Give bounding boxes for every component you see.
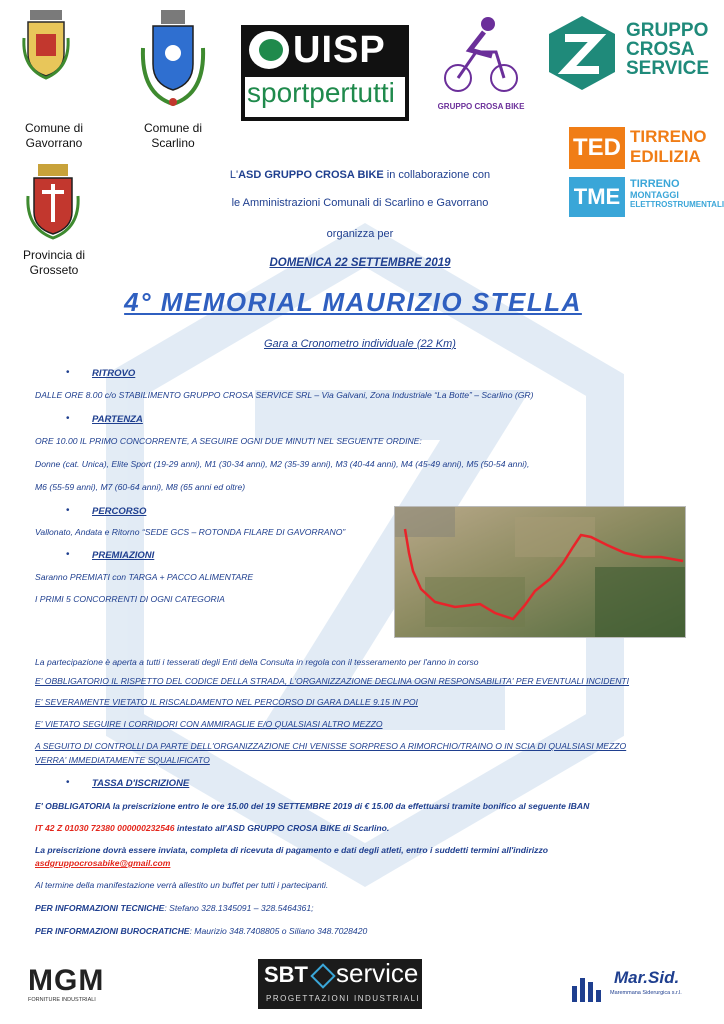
rule-3: E' VIETATO SEGUIRE I CORRIDORI CON AMMIRAGLIE E/O QUALSIASI ALTRO MEZZO	[35, 719, 383, 729]
premiazioni-text-1: Saranno PREMIATI con TARGA + PACCO ALIMENTARE	[35, 572, 254, 582]
bullet-icon: •	[66, 367, 70, 378]
mgm-logo: MGM FORNITURE INDUSTRIALI	[28, 964, 105, 1003]
marsid-emblem-icon	[570, 972, 602, 1002]
partenza-text-2: Donne (cat. Unica), Elite Sport (19-29 anni), M1 (30-34 anni), M2 (35-39 anni), M3 (40-44 anni), M4 (45-49 anni), M5 (50-54 anni),	[35, 459, 530, 469]
marsid-logo: Mar.Sid. Maremmana Siderurgica s.r.l.	[570, 968, 700, 1008]
uisp-emblem-inner	[259, 39, 283, 61]
crosa-bike-logo	[440, 12, 522, 102]
iban-value: IT 42 Z 01030 72380 000000232546	[35, 823, 175, 833]
participation-text: La partecipazione è aperta a tutti i tesserati degli Enti della Consulta in regola con il tesseramento per l'anno in corso	[35, 657, 479, 667]
crosa-service-text: GRUPPO CROSA SERVICE	[626, 20, 710, 79]
partenza-heading: PARTENZA	[92, 414, 143, 425]
premiazioni-text-2: I PRIMI 5 CONCORRENTI DI OGNI CATEGORIA	[35, 594, 225, 604]
grosseto-label: Provincia di Grosseto	[22, 248, 86, 277]
event-subtitle: Gara a Cronometro individuale (22 Km)	[264, 338, 456, 350]
header-line-2: le Amministrazioni Comunali di Scarlino e Gavorrano	[231, 197, 489, 209]
ritrovo-heading: RITROVO	[92, 368, 136, 379]
header-line-1: L'ASD GRUPPO CROSA BIKE in collaborazione con	[229, 169, 491, 181]
fee-text-2: IT 42 Z 01030 72380 000000232546 intestato all'ASD GRUPPO CROSA BIKE di Scarlino.	[35, 823, 390, 833]
uisp-subtitle: sportpertutti	[247, 77, 395, 108]
sbt-logo: SBT service PROGETTAZIONI INDUSTRIALI	[258, 959, 422, 1009]
event-date: DOMENICA 22 SETTEMBRE 2019	[269, 257, 451, 269]
premiazioni-heading: PREMIAZIONI	[92, 550, 155, 561]
gavorrano-coat-of-arms	[20, 8, 72, 80]
ted-logo: TED	[569, 127, 625, 169]
rule-2: E' SEVERAMENTE VIETATO IL RISCALDAMENTO NEL PERCORSO DI GARA DALLE 9.15 IN POI	[35, 697, 418, 707]
email-link[interactable]: asdgruppocrosabike@gmail.com	[35, 858, 171, 868]
uisp-logo	[241, 25, 409, 121]
rule-4a: A SEGUITO DI CONTROLLI DA PARTE DELL'ORGANIZZAZIONE CHI VENISSE SORPRESO A RIMORCHIO/TRAINO O IN SCIA DI QUALSIASI MEZZO	[35, 741, 627, 751]
tech-info: PER INFORMAZIONI TECNICHE: Stefano 328.1345091 – 328.5464361;	[35, 903, 314, 913]
fee-text-3: La preiscrizione dovrà essere inviata, completa di ricevuta di pagamento e dati degli atleti, entro i suddetti termini all'indirizzo	[35, 845, 549, 855]
partenza-text-3: M6 (55-59 anni), M7 (60-64 anni), M8 (65 anni ed oltre)	[35, 482, 246, 492]
fee-text-1: E' OBBLIGATORIA la preiscrizione entro le ore 15.00 del 19 SETTEMBRE 2019 di € 15.00 da effettuarsi tramite bonifico al seguente IBAN	[35, 801, 590, 811]
crosa-service-emblem-icon	[543, 14, 621, 92]
grosseto-coat-of-arms	[24, 162, 82, 240]
route-map	[394, 506, 686, 638]
ted-text: TIRRENO EDILIZIA	[630, 127, 707, 166]
percorso-text: Vallonato, Andata e Ritorno “SEDE GCS – ROTONDA FILARE DI GAVORRANO”	[35, 527, 346, 537]
crosa-bike-label: GRUPPO CROSA BIKE	[437, 102, 525, 111]
event-title: 4° MEMORIAL MAURIZIO STELLA	[124, 287, 582, 317]
percorso-heading: PERCORSO	[92, 506, 147, 517]
tassa-heading: TASSA D'ISCRIZIONE	[92, 778, 190, 789]
partenza-text-1: ORE 10.00 IL PRIMO CONCORRENTE, A SEGUIRE OGNI DUE MINUTI NEL SEGUENTE ORDINE:	[35, 436, 422, 446]
scarlino-coat-of-arms	[133, 8, 213, 110]
bullet-icon: •	[66, 413, 70, 424]
bullet-icon: •	[66, 549, 70, 560]
bur-info: PER INFORMAZIONI BUROCRATICHE: Maurizio 348.7408805 o Siliano 348.7028420	[35, 926, 368, 936]
tme-text: TIRRENO MONTAGGI ELETTROSTRUMENTALI	[630, 178, 724, 209]
sbt-diamond-icon	[310, 963, 335, 988]
rule-1: E' OBBLIGATORIO IL RISPETTO DEL CODICE DELLA STRADA, L'ORGANIZZAZIONE DECLINA OGNI RESPONSABILITA' PER EVENTUALI INCIDENTI	[35, 676, 630, 686]
buffet-text: Al termine della manifestazione verrà allestito un buffet per tutti i partecipanti.	[35, 880, 329, 890]
tme-logo: TME	[569, 177, 625, 217]
bullet-icon: •	[66, 777, 70, 788]
uisp-title: UISP	[293, 29, 386, 71]
ritrovo-text: DALLE ORE 8.00 c/o STABILIMENTO GRUPPO CROSA SERVICE SRL – Via Galvani, Zona Industriale “La Botte” – Scarlino (GR)	[35, 390, 534, 400]
rule-4b: VERRA' IMMEDIATAMENTE SQUALIFICATO	[35, 755, 210, 765]
scarlino-label: Comune di Scarlino	[143, 121, 203, 150]
header-line-3: organizza per	[326, 228, 394, 240]
gavorrano-label: Comune di Gavorrano	[24, 121, 84, 150]
bullet-icon: •	[66, 505, 70, 516]
